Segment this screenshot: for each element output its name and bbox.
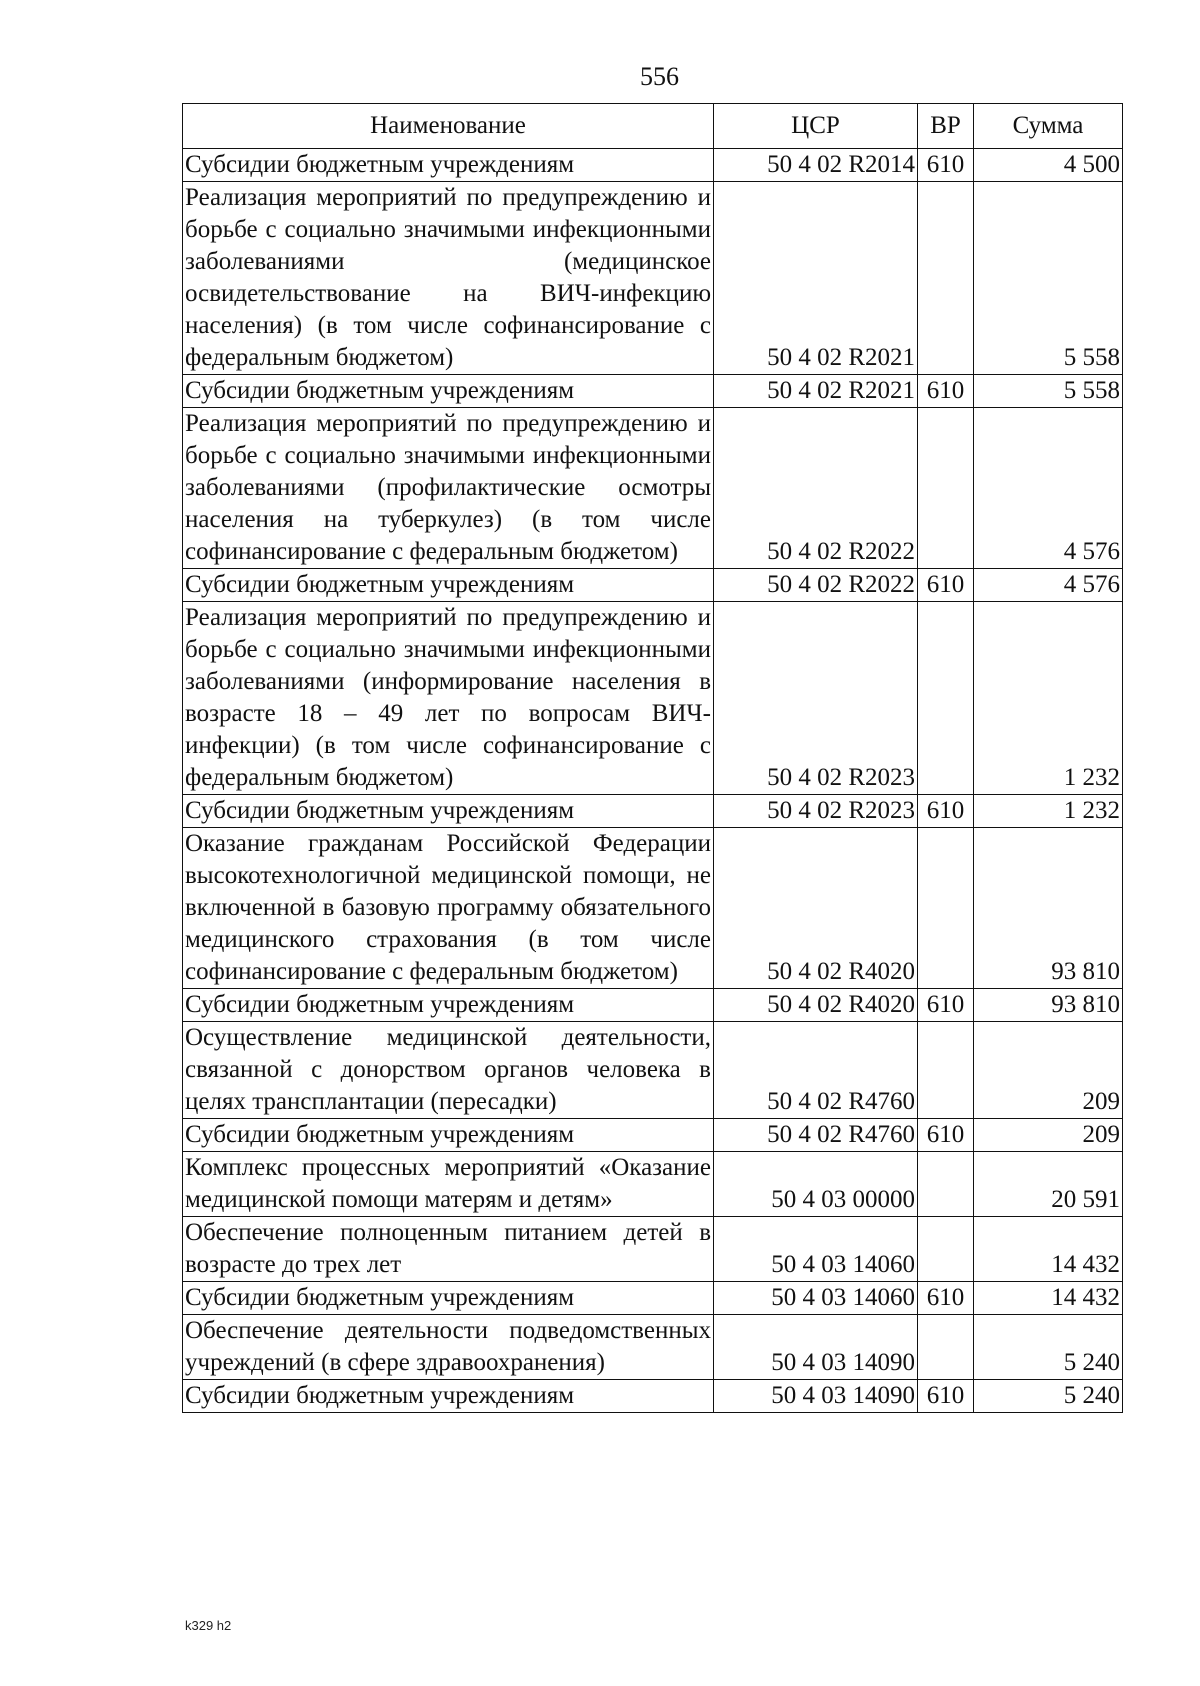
table-row <box>183 1152 1123 1217</box>
table-row <box>183 375 1123 408</box>
cell-name: Субсидии бюджетным учреждениям <box>183 375 714 408</box>
cell-name: Обеспечение деятельности подведомственных учреждений (в сфере здравоохранения) <box>183 1315 714 1380</box>
cell-vr: 610 <box>918 795 974 828</box>
cell-sum: 209 <box>974 1022 1123 1119</box>
table-row <box>183 149 1123 182</box>
cell-name: Реализация мероприятий по предупреждению и борьбе с социально значимыми инфекционными заболеваниями (медицинское освидетельствование на ВИЧ-инфекцию населения) (в том числе софинансирование с федеральным бюджетом) <box>183 182 714 375</box>
header-sum: Сумма <box>974 104 1123 149</box>
cell-sum: 4 500 <box>974 149 1123 182</box>
cell-csr: 50 4 02 R2021 <box>714 375 918 408</box>
cell-csr: 50 4 02 R4020 <box>714 989 918 1022</box>
table-row <box>183 569 1123 602</box>
cell-vr <box>918 1315 974 1380</box>
cell-csr: 50 4 03 00000 <box>714 1152 918 1217</box>
table-row <box>183 1217 1123 1282</box>
table-row <box>183 828 1123 989</box>
table-row <box>183 602 1123 795</box>
cell-sum: 14 432 <box>974 1217 1123 1282</box>
cell-vr: 610 <box>918 1380 974 1413</box>
cell-sum: 5 558 <box>974 182 1123 375</box>
cell-vr: 610 <box>918 149 974 182</box>
cell-csr: 50 4 02 R2014 <box>714 149 918 182</box>
cell-sum: 5 240 <box>974 1315 1123 1380</box>
cell-csr: 50 4 02 R2023 <box>714 795 918 828</box>
cell-sum: 4 576 <box>974 569 1123 602</box>
cell-name: Субсидии бюджетным учреждениям <box>183 149 714 182</box>
cell-csr: 50 4 03 14090 <box>714 1315 918 1380</box>
cell-csr: 50 4 02 R2022 <box>714 408 918 569</box>
table-row <box>183 989 1123 1022</box>
cell-vr <box>918 182 974 375</box>
cell-vr: 610 <box>918 1119 974 1152</box>
header-csr: ЦСР <box>714 104 918 149</box>
cell-name: Оказание гражданам Российской Федерации высокотехнологичной медицинской помощи, не включенной в базовую программу обязательного медицинского страхования (в том числе софинансирование с федеральным бюджетом) <box>183 828 714 989</box>
table-row <box>183 182 1123 375</box>
page-number: 556 <box>640 62 679 91</box>
cell-vr: 610 <box>918 375 974 408</box>
cell-name: Субсидии бюджетным учреждениям <box>183 1282 714 1315</box>
cell-csr: 50 4 02 R4760 <box>714 1022 918 1119</box>
cell-sum: 209 <box>974 1119 1123 1152</box>
cell-csr: 50 4 02 R4020 <box>714 828 918 989</box>
cell-name: Субсидии бюджетным учреждениям <box>183 569 714 602</box>
cell-name: Реализация мероприятий по предупреждению и борьбе с социально значимыми инфекционными заболеваниями (информирование населения в возрасте 18 – 49 лет по вопросам ВИЧ-инфекции) (в том числе софинансирование с федеральным бюджетом) <box>183 602 714 795</box>
cell-name: Субсидии бюджетным учреждениям <box>183 989 714 1022</box>
header-name: Наименование <box>183 104 714 149</box>
table-header-row <box>183 104 1123 149</box>
cell-sum: 93 810 <box>974 989 1123 1022</box>
cell-csr: 50 4 02 R2022 <box>714 569 918 602</box>
table-row <box>183 795 1123 828</box>
cell-sum: 1 232 <box>974 602 1123 795</box>
table-row <box>183 1315 1123 1380</box>
cell-vr <box>918 408 974 569</box>
cell-sum: 14 432 <box>974 1282 1123 1315</box>
cell-vr: 610 <box>918 569 974 602</box>
header-vr: ВР <box>918 104 974 149</box>
cell-vr <box>918 602 974 795</box>
cell-sum: 5 240 <box>974 1380 1123 1413</box>
cell-vr <box>918 1152 974 1217</box>
cell-sum: 93 810 <box>974 828 1123 989</box>
cell-sum: 1 232 <box>974 795 1123 828</box>
cell-vr <box>918 1022 974 1119</box>
cell-csr: 50 4 03 14060 <box>714 1282 918 1315</box>
table-body <box>183 149 1123 1413</box>
cell-name: Субсидии бюджетным учреждениям <box>183 1380 714 1413</box>
table-row <box>183 1380 1123 1413</box>
cell-csr: 50 4 02 R4760 <box>714 1119 918 1152</box>
table-row <box>183 1282 1123 1315</box>
footer-code: k329 h2 <box>185 1618 232 1633</box>
cell-csr: 50 4 02 R2023 <box>714 602 918 795</box>
cell-sum: 4 576 <box>974 408 1123 569</box>
budget-table <box>182 103 1123 1413</box>
cell-csr: 50 4 03 14090 <box>714 1380 918 1413</box>
cell-sum: 5 558 <box>974 375 1123 408</box>
table-row <box>183 1119 1123 1152</box>
table-row <box>183 408 1123 569</box>
cell-vr <box>918 828 974 989</box>
cell-sum: 20 591 <box>974 1152 1123 1217</box>
cell-csr: 50 4 02 R2021 <box>714 182 918 375</box>
cell-name: Комплекс процессных мероприятий «Оказание медицинской помощи матерям и детям» <box>183 1152 714 1217</box>
cell-vr: 610 <box>918 1282 974 1315</box>
cell-csr: 50 4 03 14060 <box>714 1217 918 1282</box>
cell-name: Реализация мероприятий по предупреждению и борьбе с социально значимыми инфекционными заболеваниями (профилактические осмотры населения на туберкулез) (в том числе софинансирование с федеральным бюджетом) <box>183 408 714 569</box>
cell-name: Обеспечение полноценным питанием детей в возрасте до трех лет <box>183 1217 714 1282</box>
cell-name: Субсидии бюджетным учреждениям <box>183 1119 714 1152</box>
table-row <box>183 1022 1123 1119</box>
cell-name: Субсидии бюджетным учреждениям <box>183 795 714 828</box>
cell-name: Осуществление медицинской деятельности, связанной с донорством органов человека в целях трансплантации (пересадки) <box>183 1022 714 1119</box>
cell-vr: 610 <box>918 989 974 1022</box>
cell-vr <box>918 1217 974 1282</box>
